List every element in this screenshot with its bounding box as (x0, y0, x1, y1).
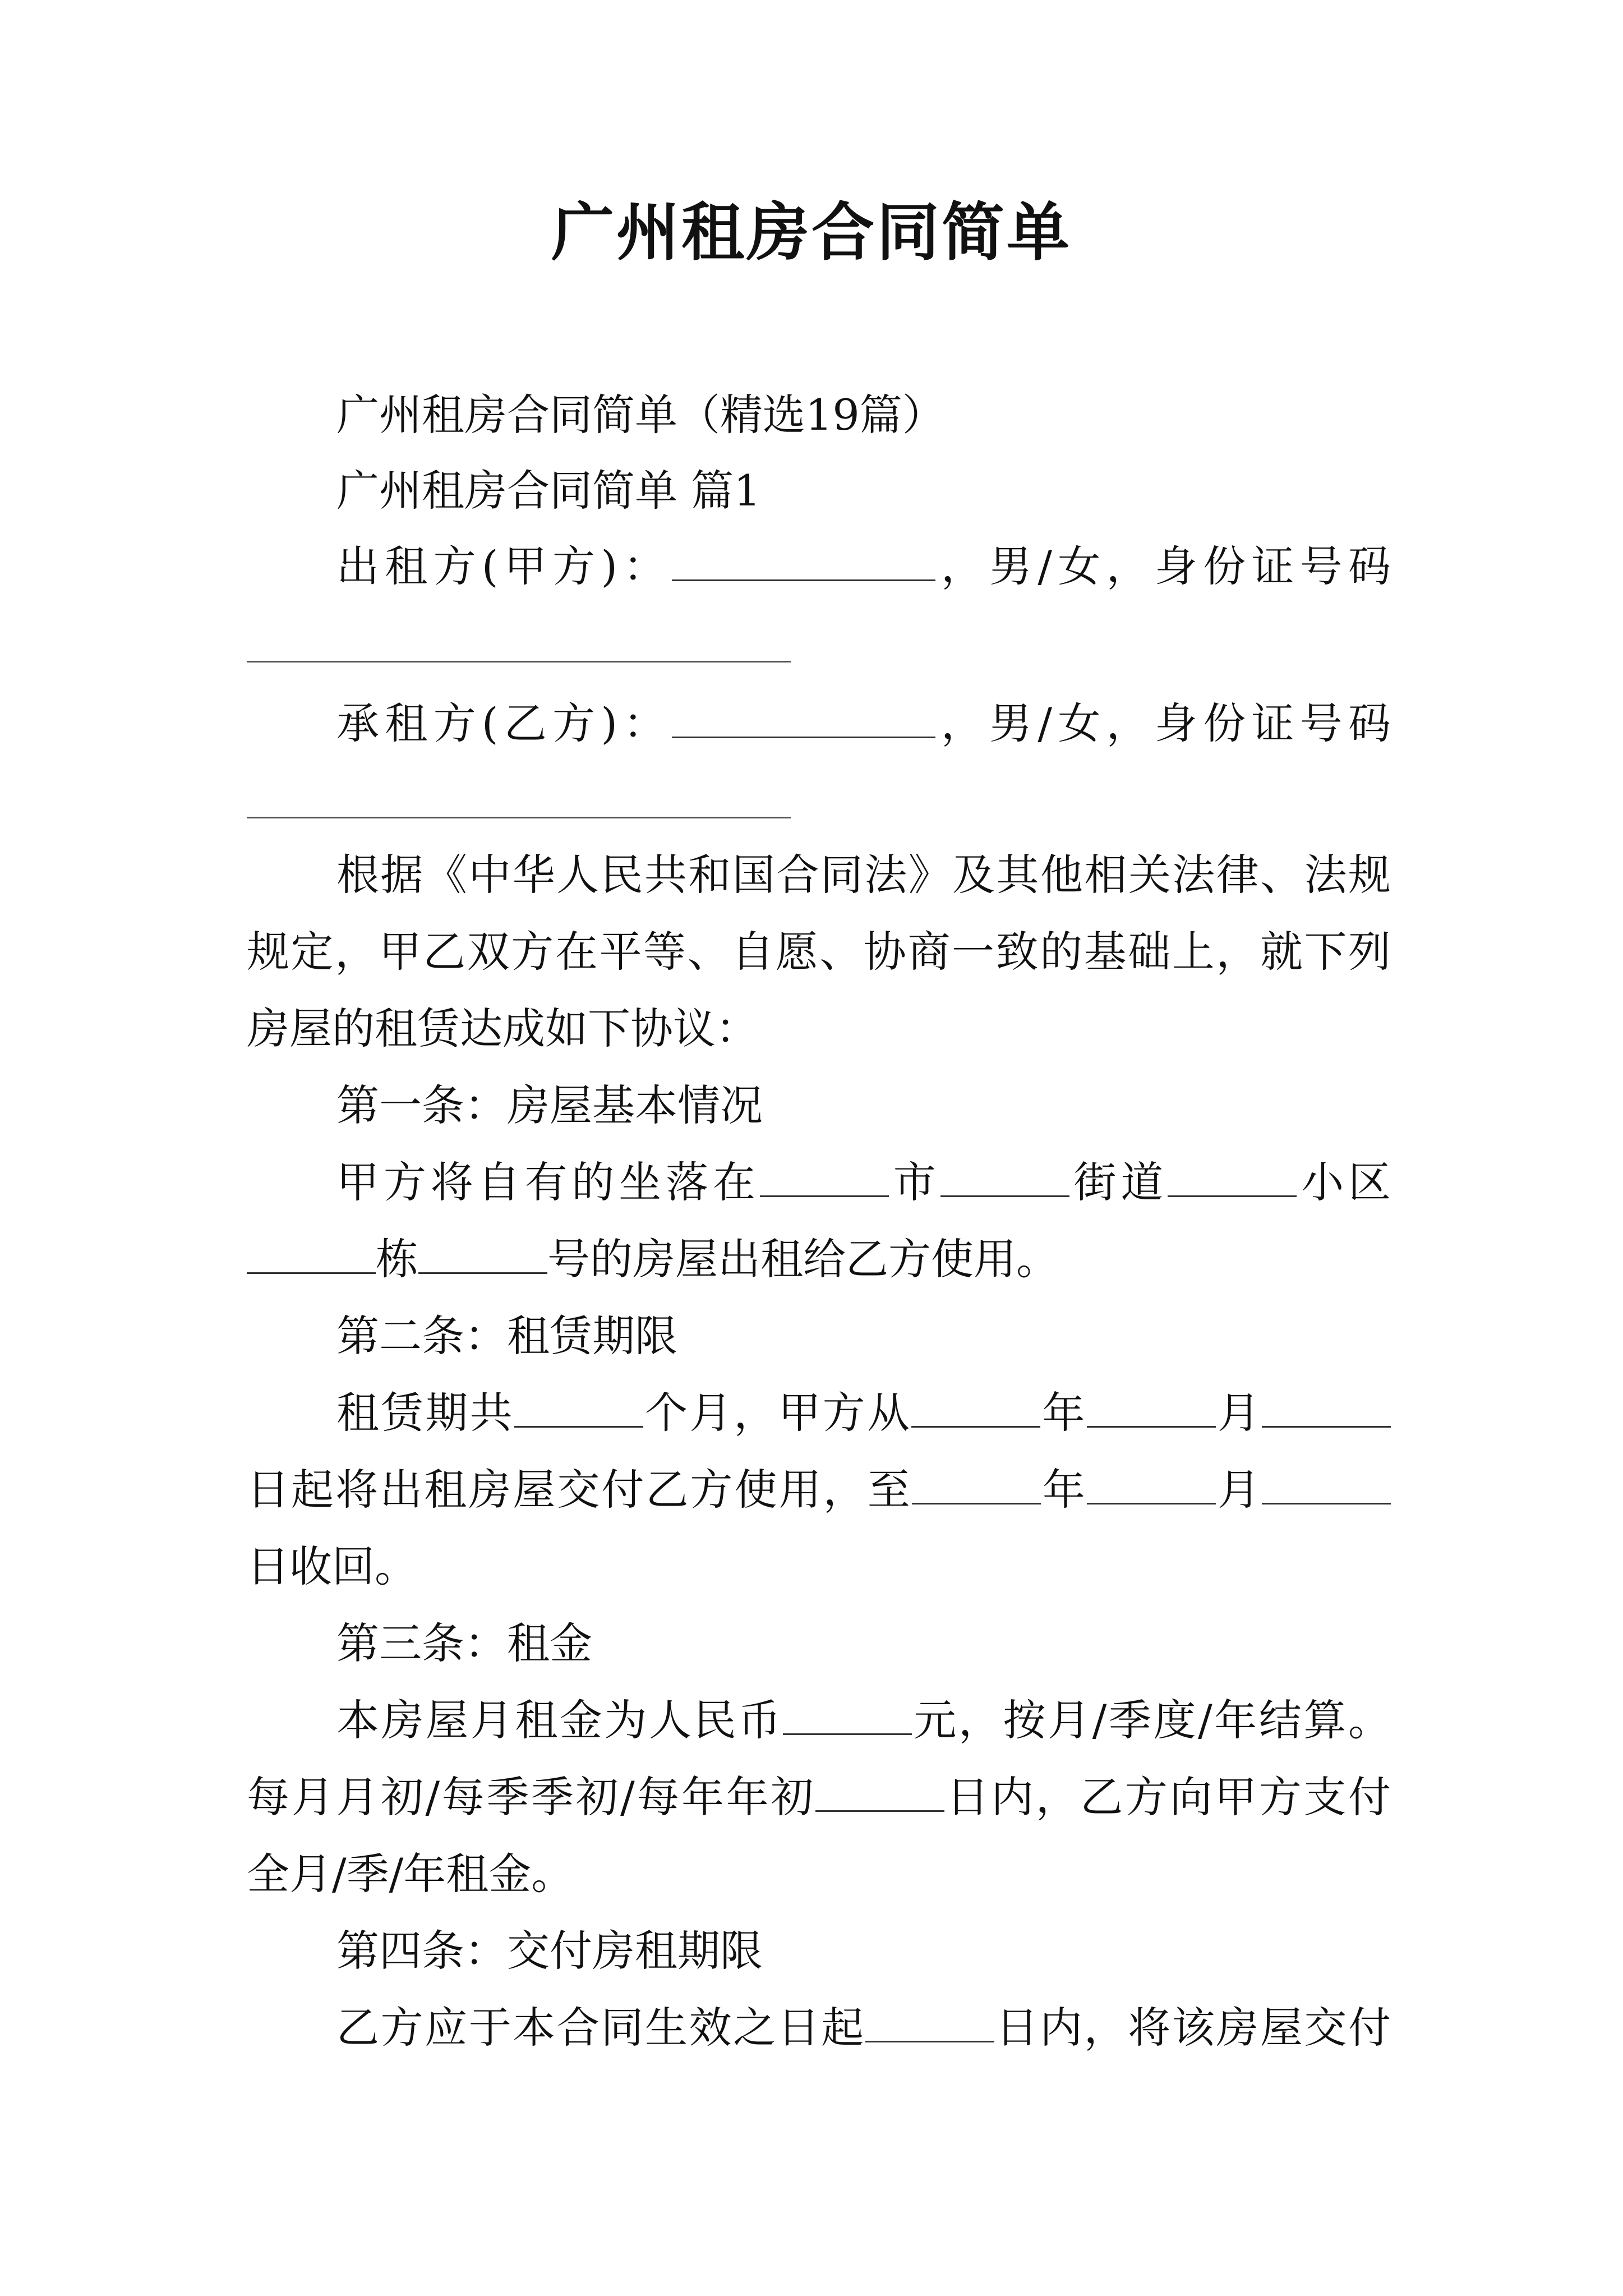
article-3-line-1 (336, 1687, 1391, 1754)
article-1-text-e: 栋 (376, 1234, 418, 1284)
intro-line-1: 根据《中华人民共和国合同法》及其他相关法律、法规 (336, 850, 1391, 900)
party-b-gender-id: ，男/女，身份证号码 (935, 698, 1391, 748)
unit-number-blank[interactable] (418, 1227, 547, 1274)
article-4-text-a: 乙方应于本合同生效之日起 (336, 2003, 865, 2053)
street-blank[interactable] (940, 1151, 1069, 1197)
article-2-heading: 第二条：租赁期限 (336, 1311, 677, 1361)
article-1-heading: 第一条：房屋基本情况 (336, 1080, 763, 1130)
article-2-text-c: 年 (1040, 1388, 1087, 1438)
article-3-line-2 (247, 1764, 1391, 1831)
end-day-blank[interactable] (1262, 1458, 1391, 1504)
article-4-heading: 第四条：交付房租期限 (336, 1926, 763, 1976)
party-a-gender-id: ，男/女，身份证号码 (935, 541, 1391, 591)
city-blank[interactable] (760, 1151, 889, 1197)
party-a-id-blank[interactable] (247, 661, 791, 662)
article-2-text-g: 月 (1215, 1465, 1262, 1515)
party-b-label: 承租方(乙方)： (336, 698, 672, 748)
article-3-line-3: 全月/季/年租金。 (247, 1849, 574, 1899)
article-2-line-3: 日收回。 (247, 1542, 417, 1591)
article-1-line-1 (336, 1149, 1391, 1216)
party-a-name-blank[interactable] (672, 535, 935, 581)
article-4-text-b: 日内，将该房屋交付 (994, 2003, 1391, 2053)
rent-amount-blank[interactable] (783, 1688, 912, 1735)
article-1-text-f: 号的房屋出租给乙方使用。 (547, 1234, 1059, 1284)
article-1-line-2 (247, 1226, 1391, 1293)
article-2-line-2 (247, 1456, 1391, 1524)
start-day-blank[interactable] (1262, 1381, 1391, 1428)
article-1-text-a: 甲方将自有的坐落在 (336, 1157, 760, 1207)
article-1-text-c: 街道 (1069, 1157, 1168, 1207)
start-year-blank[interactable] (911, 1381, 1040, 1428)
end-month-blank[interactable] (1087, 1458, 1216, 1504)
article-2-text-d: 月 (1215, 1388, 1262, 1438)
article-2-text-f: 年 (1040, 1465, 1087, 1515)
article-3-text-d: 日内，乙方向甲方支付 (944, 1772, 1391, 1822)
article-1-text-b: 市 (888, 1157, 940, 1207)
section-heading: 广州租房合同简单 篇1 (336, 466, 761, 516)
article-2-text-a: 租赁期共 (336, 1388, 514, 1438)
lease-months-blank[interactable] (514, 1381, 643, 1428)
intro-line-3: 房屋的租赁达成如下协议： (247, 1004, 758, 1053)
article-1-text-d: 小区 (1297, 1157, 1391, 1207)
start-month-blank[interactable] (1087, 1381, 1216, 1428)
article-3-heading: 第三条：租金 (336, 1618, 592, 1668)
article-4-line-1 (336, 1994, 1391, 2062)
intro-line-2: 规定，甲乙双方在平等、自愿、协商一致的基础上，就下列 (247, 927, 1391, 977)
party-b-name-blank[interactable] (672, 692, 935, 738)
party-b-id-blank[interactable] (247, 817, 791, 818)
handover-days-blank[interactable] (865, 1996, 994, 2042)
article-3-text-b: 元，按月/季度/年结算。 (911, 1695, 1391, 1745)
party-b-line (336, 690, 1391, 757)
party-a-label: 出租方(甲方)： (336, 541, 672, 591)
party-a-line (336, 533, 1391, 600)
article-3-text-a: 本房屋月租金为人民币 (336, 1695, 783, 1745)
article-2-text-e: 日起将出租房屋交付乙方使用，至 (247, 1465, 912, 1515)
payment-days-blank[interactable] (815, 1765, 944, 1812)
building-blank[interactable] (247, 1227, 376, 1274)
article-3-text-c: 每月月初/每季季初/每年年初 (247, 1772, 815, 1822)
article-2-line-1 (336, 1379, 1391, 1447)
end-year-blank[interactable] (912, 1458, 1041, 1504)
article-2-text-b: 个月，甲方从 (643, 1388, 912, 1438)
document-subtitle: 广州租房合同简单（精选19篇） (336, 390, 945, 440)
document-title: 广州租房合同简单 (551, 196, 1072, 269)
community-blank[interactable] (1168, 1151, 1297, 1197)
